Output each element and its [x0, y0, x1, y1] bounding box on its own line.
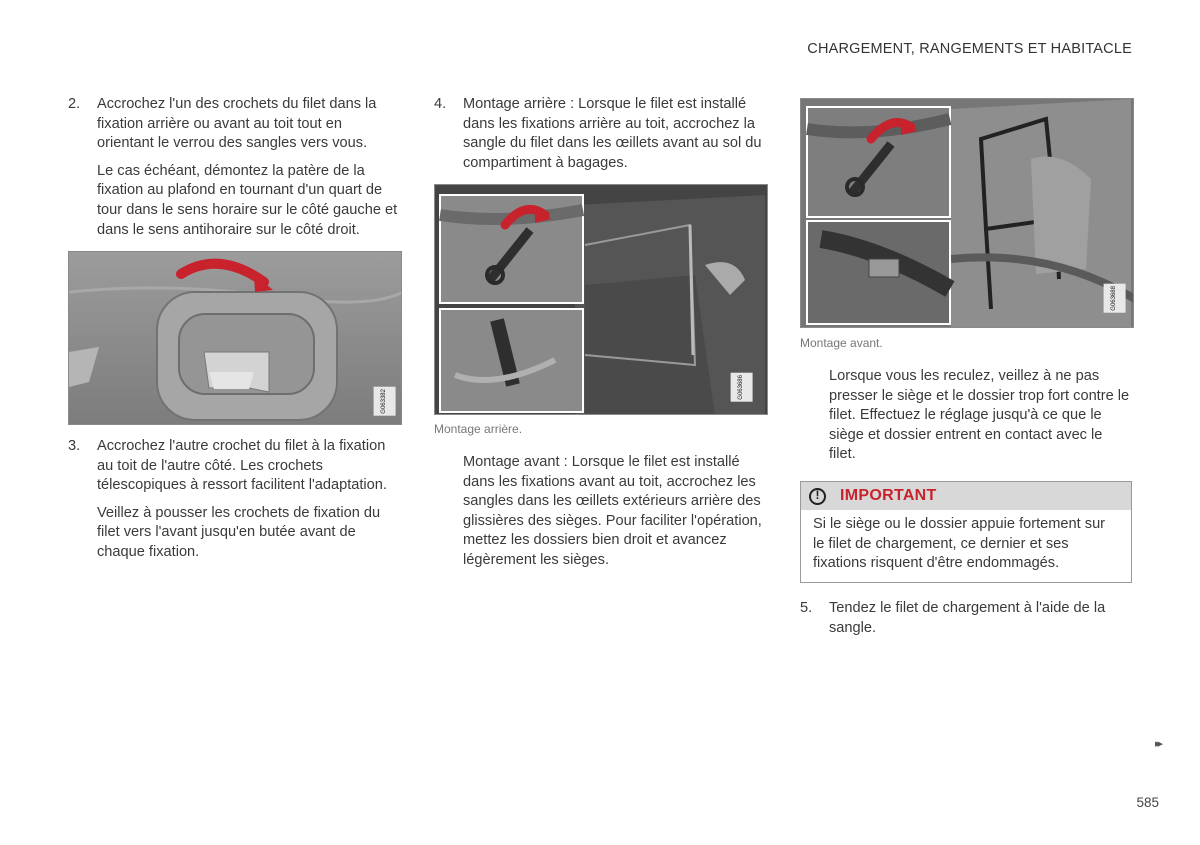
next-page-icon: ▸▸: [1154, 738, 1160, 750]
figure-code: G063686: [731, 373, 753, 402]
front-mount-paragraph: Montage avant : Lorsque le filet est installé dans les fixations avant au toit, accrochez les sangles dans les œillets extérieurs arrière des glissières des sièges. Pour faciliter l'opération, mettez les dossiers bien droit et avancez légèrement les sièges.: [463, 454, 762, 568]
figure-rear-mount: [434, 184, 768, 415]
step-text: Accrochez l'autre crochet du filet à la fixation au toit de l'autre côté. Les crochets télescopiques à ressort facilitent l'adaptation.: [97, 438, 387, 494]
page-header: CHARGEMENT, RANGEMENTS ET HABITACLE: [807, 41, 1132, 57]
step-note: Veillez à pousser les crochets de fixation du filet vers l'avant jusqu'en butée avant de chaque fixation.: [97, 504, 381, 560]
step-5: [800, 599, 1132, 638]
figure-front-mount: [800, 98, 1134, 328]
step-text: Montage arrière : Lorsque le filet est installé dans les fixations arrière au toit, accrochez la sangle du filet dans les œillets avant au sol du compartiment à bagages.: [463, 96, 762, 171]
figure-code: G063382: [374, 387, 396, 416]
page-number: 585: [1136, 795, 1159, 810]
step-3: [68, 437, 400, 563]
adjust-paragraph: Lorsque vous les reculez, veillez à ne pas presser le siège et le dossier trop fort contre le filet. Effectuez le réglage jusqu'à ce que le siège et dossier entrent en contact avec le filet.: [829, 368, 1130, 463]
step-4: [434, 95, 768, 173]
important-notice: [800, 481, 1132, 583]
front-mount-illustration: [801, 99, 1134, 328]
important-title: IMPORTANT: [840, 487, 937, 505]
figure-code: G063688: [1104, 284, 1126, 313]
step-text: Accrochez l'un des crochets du filet dans la fixation arrière ou avant au toit tout en orientant le verrou des sangles vers vous.: [97, 96, 377, 152]
step-number: 4.: [434, 96, 447, 112]
step-note: Le cas échéant, démontez la patère de la fixation au plafond en tournant d'un quart de tour dans le sens horaire sur le côté gauche et dans le sens antihoraire sur le côté droit.: [97, 162, 398, 238]
step-text: Tendez le filet de chargement à l'aide de la sangle.: [829, 600, 1106, 636]
step-number: 2.: [68, 96, 81, 112]
step-number: 3.: [68, 438, 81, 454]
warning-icon: !: [809, 488, 826, 505]
important-text: Si le siège ou le dossier appuie fortement sur le filet de chargement, ce dernier et ses fixations risquent d'être endommagés.: [813, 516, 1106, 572]
figure-caption: Montage arrière.: [434, 422, 523, 436]
roof-hook-illustration: [69, 252, 402, 425]
figure-roof-hook: [68, 251, 402, 425]
step-number: 5.: [800, 600, 813, 616]
step-2: [68, 95, 400, 240]
rear-mount-illustration: [435, 185, 768, 415]
important-header: [801, 482, 1131, 510]
figure-caption: Montage avant.: [800, 336, 883, 350]
